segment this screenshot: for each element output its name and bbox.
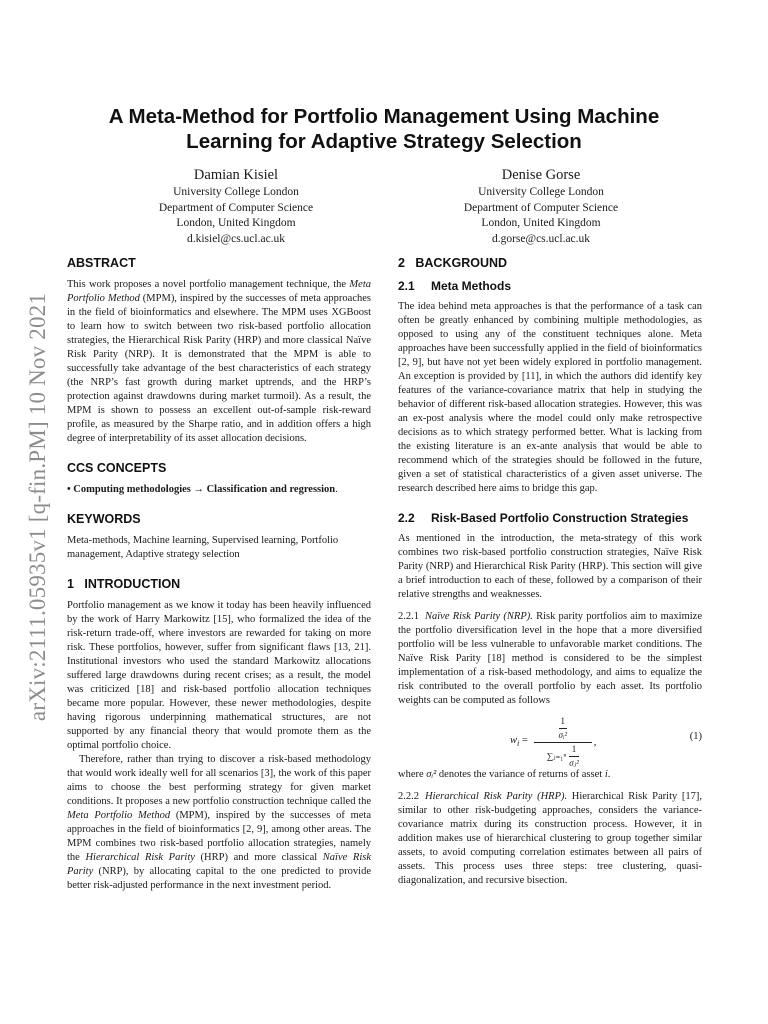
author-name: Damian Kisiel	[193, 167, 279, 183]
subsection-2-1-heading	[398, 278, 702, 294]
denominator-fraction	[569, 744, 579, 769]
author-affiliation-line: London, United Kingdom	[481, 217, 601, 229]
paper-title: A Meta-Method for Portfolio Management Using Machine Learning for Adaptive Strategy Selection	[108, 105, 660, 153]
text-part: (HRP) and more classical	[194, 852, 323, 863]
equation-equals: =	[519, 734, 528, 746]
subsubsection-2-2-1	[398, 610, 702, 708]
author-affiliation-line: Department of Computer Science	[463, 201, 619, 214]
author-block-2	[416, 165, 666, 247]
ccs-item-end: .	[335, 484, 338, 495]
subsubsection-number: 2.2.2	[398, 791, 419, 802]
author-email: d.gorse@cs.ucl.ac.uk	[491, 232, 591, 245]
ccs-item-text: • Computing methodologies → Classification and regression	[67, 484, 336, 495]
equation-trailing-comma: ,	[593, 736, 597, 748]
ccs-item	[67, 483, 371, 497]
author-affiliation-line: University College London	[173, 186, 299, 198]
equation-lhs	[510, 734, 528, 751]
text-emphasis: Meta Portfolio Method	[67, 810, 171, 821]
risk-based-intro-text: As mentioned in the introduction, the meta-strategy of this work combines two risk-based portfolio construction strategies, Naïve Risk Parity (NRP) and Hierarchical Risk Parity (HRP). This section will give a brief introduction to each of these, followed by a comparison of their relative strengths and weaknesses.	[398, 533, 702, 600]
subsubsection-title: Naïve Risk Parity (NRP).	[425, 611, 533, 622]
arxiv-identifier-stamp	[18, 262, 58, 752]
author-name: Denise Gorse	[501, 167, 581, 183]
text-part: Therefore, rather than trying to discover a risk-based methodology that would work ideally well for all scenarios [3], the work of this paper aims to choose the best performing strategy for given market conditions. It proposes a new portfolio construction technique called the	[67, 754, 371, 807]
subsection-number: 2.2	[398, 511, 415, 525]
abstract-heading: ABSTRACT	[67, 256, 136, 270]
section-title: INTRODUCTION	[84, 577, 181, 591]
author-email: d.kisiel@cs.ucl.ac.uk	[186, 232, 286, 245]
equation-fraction	[534, 716, 592, 769]
equation-subscript: i	[517, 739, 520, 749]
left-column	[67, 255, 371, 893]
text-part: where	[398, 769, 427, 780]
abstract-text	[67, 278, 371, 446]
equation-body	[510, 716, 596, 769]
text-part: (NRP), by allocating capital to the one predicted to provide better risk-adjusted performance in the next investment period.	[67, 866, 371, 891]
abstract-emphasis: Meta Portfolio Method	[67, 279, 371, 304]
right-column	[398, 255, 702, 888]
text-emphasis: Hierarchical Risk Parity	[85, 852, 195, 863]
subsection-title: Meta Methods	[431, 279, 512, 293]
text-emphasis: Naïve Risk Parity	[67, 852, 371, 877]
text-part: (MPM), inspired by the successes of meta approaches in the field of bioinformatics [2, 9], among other areas. The MPM combines two risk-based portfolio allocation strategies, namely the	[67, 810, 371, 863]
variance-symbol: σᵢ²	[426, 769, 437, 780]
subsection-2-2-heading	[398, 510, 702, 526]
text-part: .	[607, 769, 611, 780]
abstract-text-part: (MPM), inspired by the successes of meta approaches in the field of bioinformatics and elsewhere. The MPM uses XGBoost to learn how to switch between two risk-based portfolio allocation strategies, the Hierarchical Risk Parity (HRP) and more classical Naïve Risk Parity (NRP). It is demonstrated that the MPM is able to successfully take advantage of the best characteristics of each strategy (the NRP’s fast growth during market uptrends, and the HRP’s protection against drawdowns during market turmoil). As a result, the MPM is shown to possess an excellent out-of-sample risk-reward profile, as measured by the Sharpe ratio, and in addition offers a high degree of interpretability of its asset allocation decisions.	[67, 293, 371, 444]
author-affiliation-line: Department of Computer Science	[158, 201, 314, 214]
numerator-bottom: σᵢ²	[558, 730, 568, 740]
subsubsection-title: Hierarchical Risk Parity (HRP).	[425, 791, 568, 802]
author-affiliation-line: University College London	[478, 186, 604, 198]
equation-where-text	[398, 768, 702, 782]
subsubsection-text: Risk parity portfolios aim to maximize the portfolio diversification level in the hope that a more diversified portfolio will be less vulnerable to unfavorable market conditions. The Naïve Risk Parity [18] method is considered to be the simplest implementation of a risk-based methodology, and aims to equalize the risk contributed to the overall portfolio by each asset. Its portfolio weights can be computed as follows	[398, 611, 702, 706]
text-part: denotes the variance of returns of asset	[436, 769, 605, 780]
keywords-text: Meta-methods, Machine learning, Supervised learning, Portfolio management, Adaptive strategy selection	[67, 535, 339, 560]
equation-numerator	[559, 716, 568, 741]
denominator-bottom: σⱼ²	[569, 758, 579, 768]
equation-denominator	[547, 744, 579, 769]
author-affiliation-line: London, United Kingdom	[176, 217, 296, 229]
subsubsection-text: Hierarchical Risk Parity [17], similar to other risk-budgeting approaches, considers the variance-covariance matrix during its construction process. However, it in addition makes use of hierarchical clustering to group together similar assets, to avoid computing correlation estimates between all pairs of assets. This process uses three steps: tree clustering, quasi-diagonalization, and recursive bisection.	[398, 791, 702, 886]
asset-index: i	[604, 769, 608, 780]
keywords-heading: KEYWORDS	[67, 512, 141, 526]
subsubsection-2-2-2	[398, 790, 702, 888]
meta-methods-text: The idea behind meta approaches is that the performance of a task can often be greatly enhanced by combining multiple methodologies, as opposed to using any of the constituent techniques alone. Meta approaches have been successfully applied in the field of bioinformatics [2, 9], but have not yet been widely explored in portfolio management. An exception is provided by [11], in which the authors did identify key features of the variance-covariance matrix that help in studying the behavior of different risk-based allocation strategies. However, this was an ex-post analysis where the model could only make retrospective decisions as to which strategy performed better. What is lacking from the existing literature is an ex-ante analysis that would be able to recommend which of the strategies should be followed in the future, given a set of statistical characteristics of a given asset universe. The research described here aims to bridge this gap.	[398, 301, 702, 494]
ccs-heading: CCS CONCEPTS	[67, 461, 167, 475]
denominator-top: 1	[571, 744, 577, 754]
introduction-paragraph-2	[67, 753, 371, 893]
introduction-paragraph-1: Portfolio management as we know it today has been heavily influenced by the work of Harry Markowitz [15], who formalized the idea of the risk-return trade-off, where investors are rewarded for taking on more risk. These portfolios, however, suffer from significant flaws [13, 21]. Institutional investors who used the standard Markowitz allocations suffered large drawdowns during recent crises; as a result, the model was criticized [18] and risk-based portfolio allocation techniques became more popular. However, these newer methodologies, despite having rigorous underpinning mathematical structures, are not supported by any financial theory that would promote them as the optimal portfolio choice.	[67, 600, 371, 751]
subsection-number: 2.1	[398, 279, 415, 293]
abstract-text-part: This work proposes a novel portfolio management technique, the	[67, 279, 350, 290]
author-block-1	[111, 165, 361, 247]
equation-1	[398, 714, 702, 766]
equation-number: (1)	[689, 731, 702, 742]
numerator-top: 1	[560, 716, 566, 726]
subsection-title: Risk-Based Portfolio Construction Strategies	[431, 511, 689, 525]
section-number: 2	[398, 256, 405, 270]
section-number: 1	[67, 577, 74, 591]
background-heading	[398, 255, 702, 271]
section-title: BACKGROUND	[415, 256, 508, 270]
subsubsection-number: 2.2.1	[398, 611, 419, 622]
introduction-heading	[67, 576, 371, 592]
denominator-sum: ∑ⱼ₌₁ⁿ	[546, 751, 567, 761]
equation-var: w	[510, 734, 518, 746]
arxiv-stamp-text: arXiv:2111.05935v1 [q-fin.PM] 10 Nov 2021	[25, 292, 50, 722]
